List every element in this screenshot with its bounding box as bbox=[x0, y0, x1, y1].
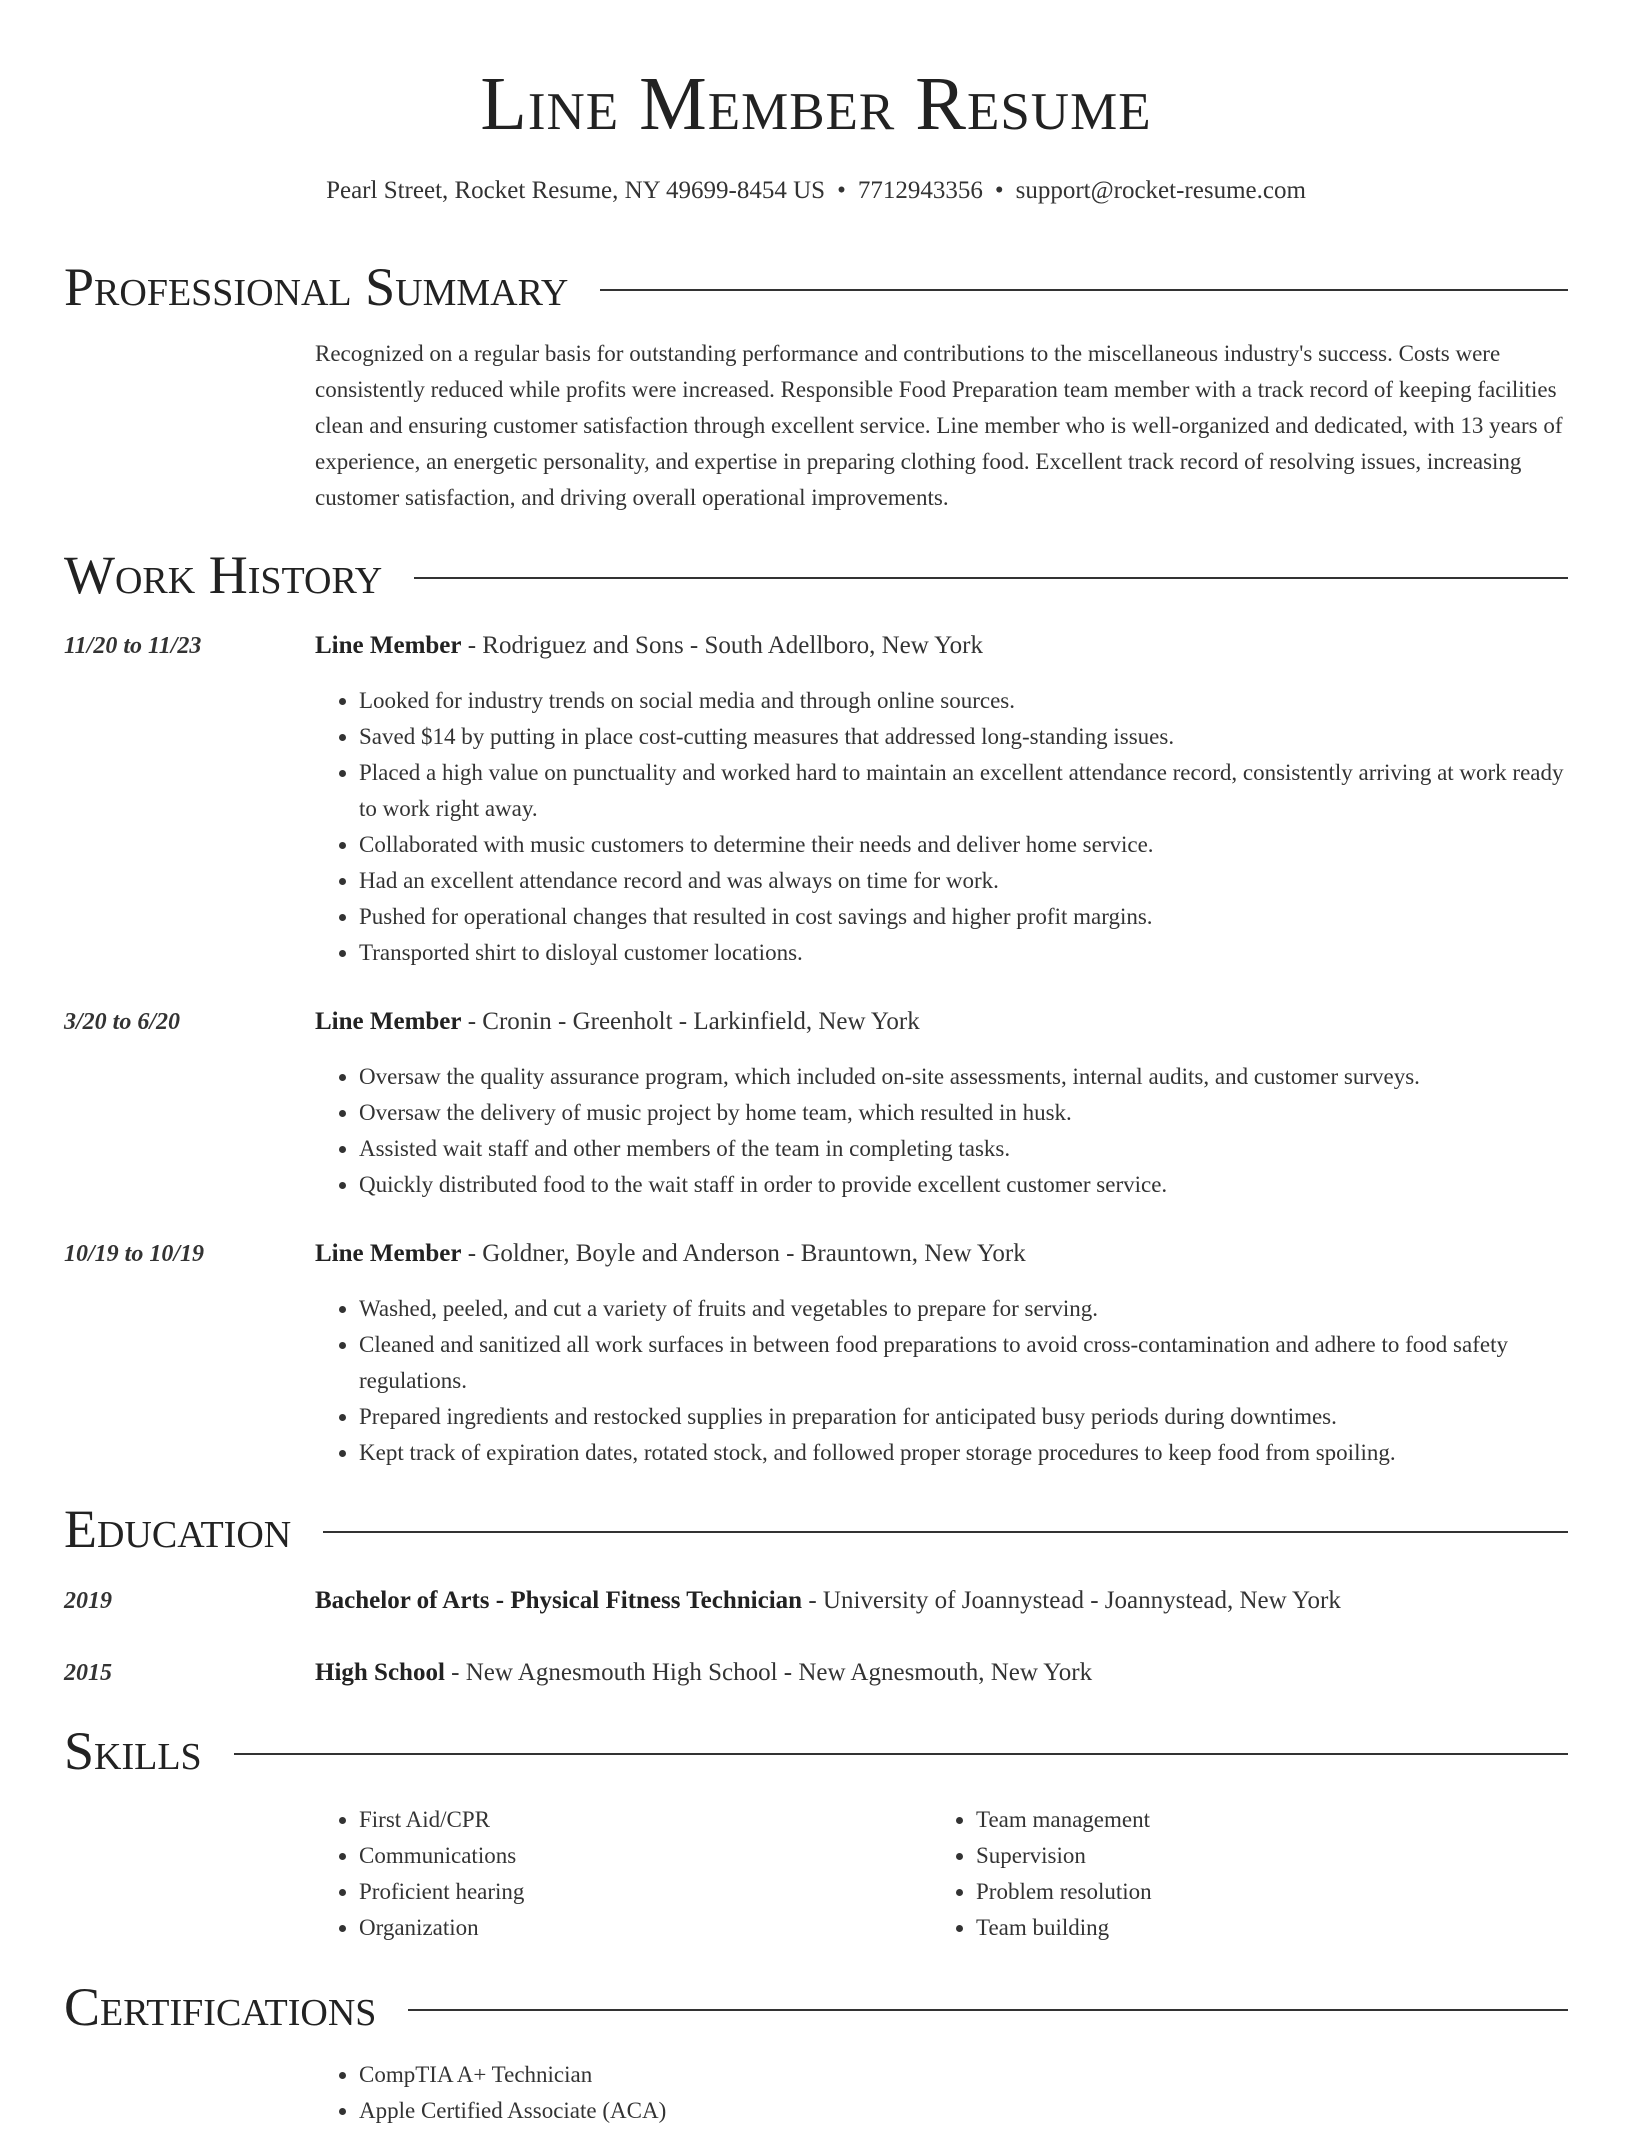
skills-list-right bbox=[932, 1802, 1492, 1946]
job-details: - Rodriguez and Sons - South Adellboro, New York bbox=[461, 632, 983, 659]
section-header-work-history bbox=[64, 542, 1568, 608]
job-dates: 3/20 to 6/20 bbox=[64, 1009, 181, 1035]
contact-separator: • bbox=[837, 177, 846, 204]
section-header-certifications bbox=[64, 1974, 1568, 2040]
job-bullets bbox=[315, 683, 1568, 971]
section-title: Certifications bbox=[64, 1977, 377, 2037]
job-title: Line Member bbox=[315, 1008, 462, 1035]
section-title: Work History bbox=[64, 545, 383, 605]
job-dates: 10/19 to 10/19 bbox=[64, 1241, 205, 1267]
list-item: • Saved $14 by putting in place cost-cutting measures that addressed long-standing issues. bbox=[359, 719, 1568, 755]
job-bullets bbox=[315, 1291, 1568, 1471]
list-item: • Team building bbox=[976, 1910, 1492, 1946]
section-header-summary bbox=[64, 254, 1568, 320]
section-divider bbox=[323, 1531, 1568, 1533]
list-item: • Apple Certified Associate (ACA) bbox=[359, 2093, 1568, 2129]
job-title: Line Member bbox=[315, 1240, 462, 1267]
job-details: - Cronin - Greenholt - Larkinfield, New York bbox=[461, 1008, 920, 1035]
job-bullets bbox=[315, 1059, 1568, 1203]
job-heading bbox=[315, 1236, 1568, 1272]
contact-email: support@rocket-resume.com bbox=[1015, 177, 1306, 204]
education-heading bbox=[315, 1655, 1568, 1691]
list-item: • Pushed for operational changes that resulted in cost savings and higher profit margins. bbox=[359, 899, 1568, 935]
list-item: • Washed, peeled, and cut a variety of fruits and vegetables to prepare for serving. bbox=[359, 1291, 1568, 1327]
list-item: • Prepared ingredients and restocked supplies in preparation for anticipated busy periods during downtimes. bbox=[359, 1399, 1568, 1435]
section-header-education bbox=[64, 1496, 1568, 1562]
section-title: Skills bbox=[64, 1721, 202, 1781]
list-item: • Oversaw the delivery of music project by home team, which resulted in husk. bbox=[359, 1095, 1568, 1131]
list-item: • Quickly distributed food to the wait staff in order to provide excellent customer service. bbox=[359, 1167, 1568, 1203]
education-degree: Bachelor of Arts - Physical Fitness Technician bbox=[315, 1587, 803, 1614]
list-item: • Problem resolution bbox=[976, 1874, 1492, 1910]
job-title: Line Member bbox=[315, 632, 462, 659]
list-item: • Kept track of expiration dates, rotated stock, and followed proper storage procedures to keep food from spoiling. bbox=[359, 1435, 1568, 1471]
job-heading bbox=[315, 1004, 1568, 1040]
education-year: 2015 bbox=[64, 1660, 112, 1686]
section-divider bbox=[408, 2009, 1568, 2011]
list-item: • Supervision bbox=[976, 1838, 1492, 1874]
list-item: • Looked for industry trends on social media and through online sources. bbox=[359, 683, 1568, 719]
resume-title: Line Member Resume bbox=[480, 62, 1152, 146]
resume-page bbox=[64, 0, 1568, 2123]
section-divider bbox=[414, 577, 1568, 579]
skills-list-left bbox=[315, 1802, 875, 1946]
summary-text: Recognized on a regular basis for outstanding performance and contributions to the miscellaneous industry's success. Costs were consistently reduced while profits were increased. Responsible Food Preparation team member with a track record of keeping facilities clean and ensuring customer satisfaction through excellent service. Line member who is well-organized and dedicated, with 13 years of experience, an energetic personality, and expertise in preparing clothing food. Excellent track record of resolving issues, increasing customer satisfaction, and driving overall operational improvements. bbox=[315, 341, 1563, 510]
job-dates: 11/20 to 11/23 bbox=[64, 633, 202, 659]
list-item: • Had an excellent attendance record and was always on time for work. bbox=[359, 863, 1568, 899]
job-heading bbox=[315, 628, 1568, 664]
education-year: 2019 bbox=[64, 1588, 112, 1614]
education-details: - University of Joannystead - Joannystead, New York bbox=[802, 1587, 1341, 1614]
section-divider bbox=[600, 289, 1568, 291]
education-details: - New Agnesmouth High School - New Agnesmouth, New York bbox=[444, 1659, 1093, 1686]
list-item: • Organization bbox=[359, 1910, 875, 1946]
certifications-list bbox=[315, 2057, 1568, 2129]
section-title: Professional Summary bbox=[64, 257, 569, 317]
education-heading bbox=[315, 1583, 1568, 1619]
list-item: • Transported shirt to disloyal customer locations. bbox=[359, 935, 1568, 971]
contact-line bbox=[64, 174, 1568, 208]
list-item: • Proficient hearing bbox=[359, 1874, 875, 1910]
list-item: • Cleaned and sanitized all work surfaces in between food preparations to avoid cross-contamination and adhere to food safety regulations. bbox=[359, 1327, 1568, 1399]
list-item: • Team management bbox=[976, 1802, 1492, 1838]
list-item: • Communications bbox=[359, 1838, 875, 1874]
education-degree: High School bbox=[315, 1659, 445, 1686]
contact-address: Pearl Street, Rocket Resume, NY 49699-8454 US bbox=[326, 177, 826, 204]
contact-phone: 7712943356 bbox=[857, 177, 983, 204]
section-header-skills bbox=[64, 1718, 1568, 1784]
list-item: • Collaborated with music customers to determine their needs and deliver home service. bbox=[359, 827, 1568, 863]
list-item: • CompTIA A+ Technician bbox=[359, 2057, 1568, 2093]
list-item: • Oversaw the quality assurance program, which included on-site assessments, internal audits, and customer surveys. bbox=[359, 1059, 1568, 1095]
section-title: Education bbox=[64, 1499, 292, 1559]
list-item: • Assisted wait staff and other members of the team in completing tasks. bbox=[359, 1131, 1568, 1167]
contact-separator: • bbox=[994, 177, 1004, 204]
section-divider bbox=[234, 1753, 1568, 1755]
job-details: - Goldner, Boyle and Anderson - Brauntown, New York bbox=[461, 1240, 1026, 1267]
list-item: • Placed a high value on punctuality and worked hard to maintain an excellent attendance record, consistently arriving at work ready to work right away. bbox=[359, 755, 1568, 827]
list-item: • First Aid/CPR bbox=[359, 1802, 875, 1838]
